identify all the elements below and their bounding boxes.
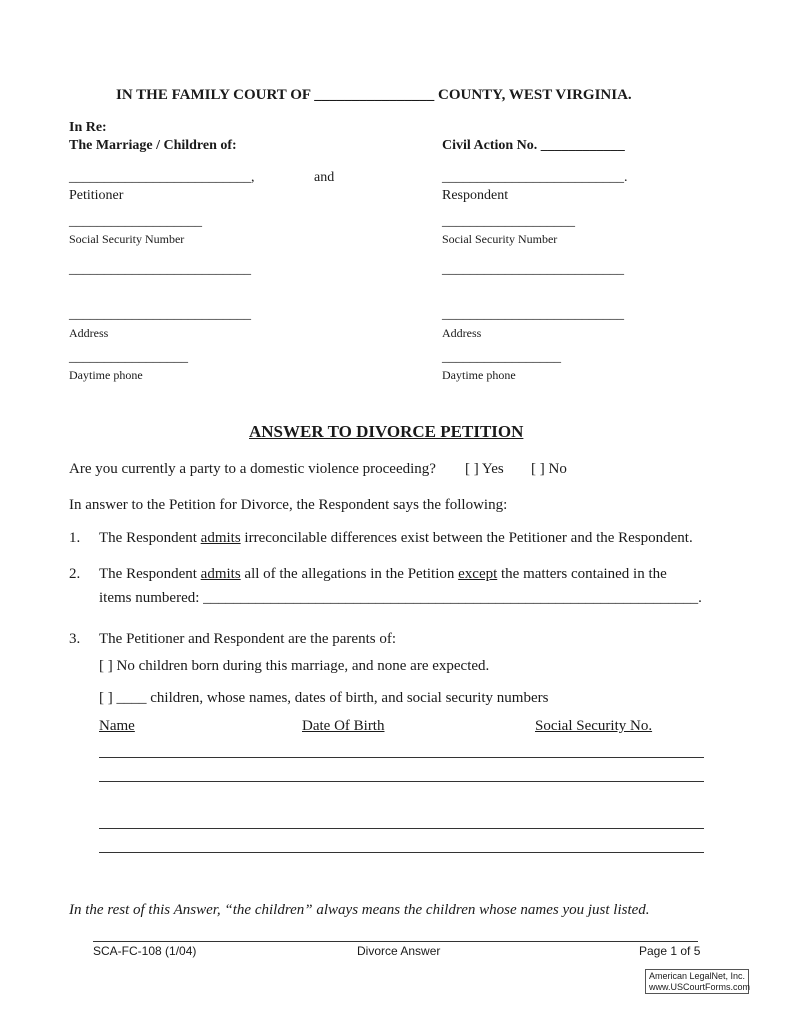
petitioner-phone-label: Daytime phone [69, 368, 143, 382]
dv-yes-checkbox[interactable]: [ ] Yes [465, 461, 504, 477]
petitioner-label: Petitioner [69, 188, 124, 203]
respondent-phone-label: Daytime phone [442, 368, 516, 382]
child-entry-line[interactable] [99, 828, 704, 829]
dv-question: Are you currently a party to a domestic violence proceeding? [69, 461, 436, 477]
children-definition-note: In the rest of this Answer, “the children” always means the children whose names you just listed. [69, 902, 650, 918]
publisher-name: American LegalNet, Inc. [649, 971, 746, 981]
publisher-stamp [645, 969, 749, 994]
marriage-label: The Marriage / Children of: [69, 138, 237, 153]
petitioner-ssn-field[interactable]: ___________________ [69, 214, 202, 229]
petitioner-ssn-label: Social Security Number [69, 232, 185, 246]
form-title: Divorce Answer [357, 944, 441, 958]
publisher-url: www.USCourtForms.com [649, 982, 751, 992]
page-number: Page 1 of 5 [639, 944, 701, 958]
child-entry-line[interactable] [99, 852, 704, 853]
no-children-checkbox[interactable]: [ ] No children born during this marriage, and none are expected. [99, 658, 490, 674]
dv-no-checkbox[interactable]: [ ] No [531, 461, 567, 477]
item-1-number: 1. [69, 530, 81, 546]
respondent-phone-field[interactable]: _________________ [442, 350, 561, 365]
respondent-address-label: Address [442, 326, 482, 340]
item-2-text: The Respondent admits all of the allegations in the Petition except the matters contained in the [99, 566, 667, 582]
document-heading: ANSWER TO DIVORCE PETITION [249, 422, 524, 441]
respondent-address-line1-field[interactable]: __________________________ [442, 262, 624, 277]
respondent-name-field[interactable]: __________________________. [442, 170, 628, 185]
name-column-header: Name [99, 718, 135, 734]
footer-rule [93, 941, 698, 942]
item-3-number: 3. [69, 631, 81, 647]
item-2-number: 2. [69, 566, 81, 582]
petitioner-phone-field[interactable]: _________________ [69, 350, 188, 365]
item-3-text: The Petitioner and Respondent are the parents of: [99, 631, 396, 647]
item-2-items-numbered-field[interactable]: items numbered: __________________________________________________________________. [99, 590, 702, 606]
children-checkbox[interactable]: [ ] ____ children, whose names, dates of birth, and social security numbers [99, 690, 549, 706]
dob-column-header: Date Of Birth [302, 718, 385, 734]
respondent-ssn-field[interactable]: ___________________ [442, 214, 575, 229]
child-entry-line[interactable] [99, 757, 704, 758]
form-id: SCA-FC-108 (1/04) [93, 944, 197, 958]
child-entry-line[interactable] [99, 781, 704, 782]
item-1-text: The Respondent admits irreconcilable differences exist between the Petitioner and the Respondent. [99, 530, 693, 546]
petitioner-address-line2-field[interactable]: __________________________ [69, 307, 251, 322]
petitioner-address-line1-field[interactable]: __________________________ [69, 262, 251, 277]
in-re-label: In Re: [69, 120, 107, 135]
respondent-address-line2-field[interactable]: __________________________ [442, 307, 624, 322]
respondent-ssn-label: Social Security Number [442, 232, 558, 246]
petitioner-address-label: Address [69, 326, 109, 340]
court-title: IN THE FAMILY COURT OF ________________ COUNTY, WEST VIRGINIA. [116, 87, 632, 103]
intro-text: In answer to the Petition for Divorce, the Respondent says the following: [69, 497, 508, 513]
ssn-column-header: Social Security No. [535, 718, 653, 734]
and-label: and [314, 170, 335, 185]
civil-action-field[interactable]: Civil Action No. ____________ [442, 138, 625, 153]
respondent-label: Respondent [442, 188, 509, 203]
petitioner-name-field[interactable]: __________________________, [69, 170, 255, 185]
